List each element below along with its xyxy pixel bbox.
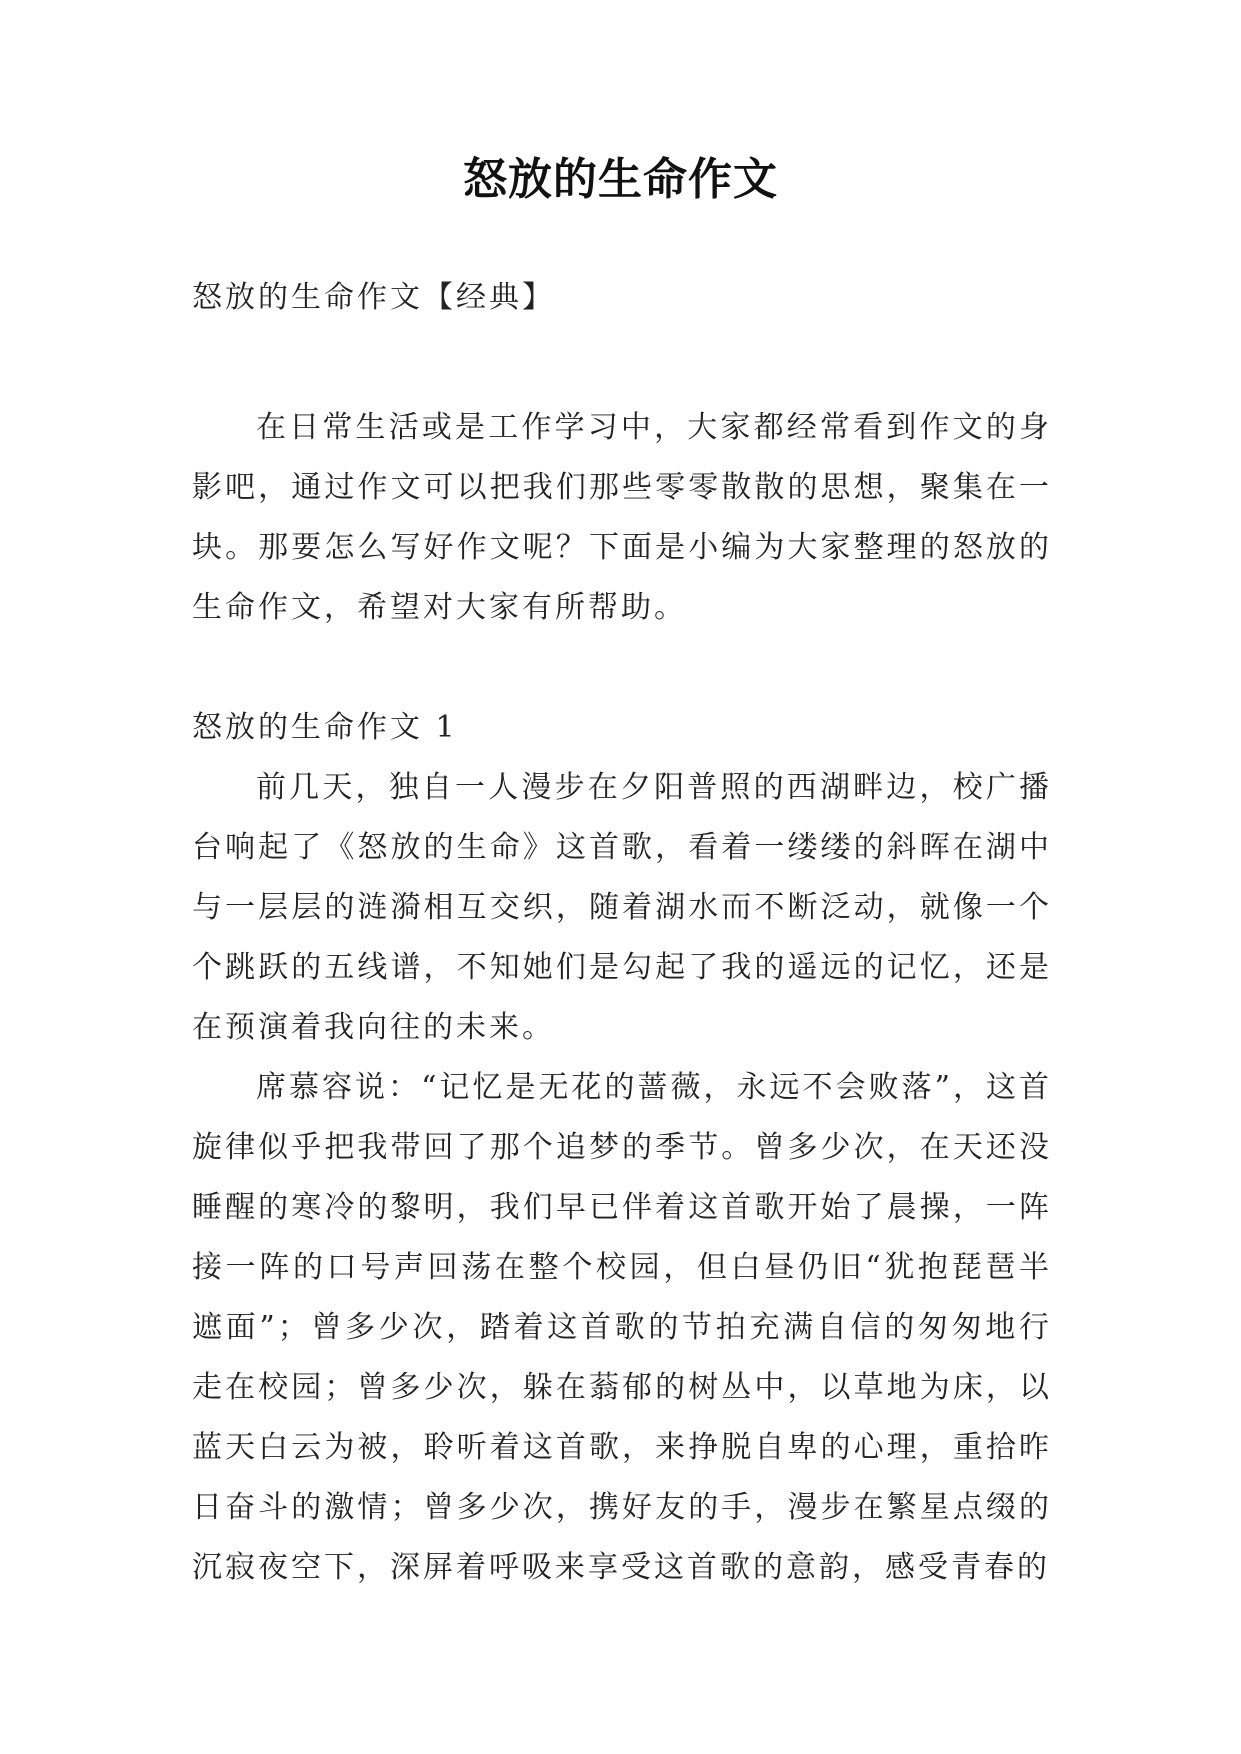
essay-paragraph-2: 席慕容说：“记忆是无花的蔷薇，永远不会败落”，这首旋律似乎把我带回了那个追梦的季节。曾多少次，在天还没睡醒的寒冷的黎明，我们早已伴着这首歌开始了晨操，一阵接一阵的口号声回荡在整个校园，但白昼仍旧“犹抱琵琶半遮面”；曾多少次，踏着这首歌的节拍充满自信的匆匆地行走在校园；曾多少次，躲在蓊郁的树丛中，以草地为床，以蓝天白云为被，聆听着这首歌，来挣脱自卑的心理，重拾昨日奋斗的激情；曾多少次，携好友的手，漫步在繁星点缀的沉寂夜空下，深屏着呼吸来享受这首歌的意韵，感受青春的	[192, 1070, 1052, 1585]
document-subtitle: 怒放的生命作文【经典】	[192, 280, 555, 315]
essay-paragraph-1: 前几天，独自一人漫步在夕阳普照的西湖畔边，校广播台响起了《怒放的生命》这首歌，看着一缕缕的斜晖在湖中与一层层的涟漪相互交织，随着湖水而不断泛动，就像一个个跳跃的五线谱，不知她们是勾起了我的遥远的记忆，还是在预演着我向往的未来。	[192, 770, 1052, 1045]
document-title: 怒放的生命作文	[463, 154, 778, 205]
essay-section-1	[192, 698, 1052, 1598]
section-heading: 怒放的生命作文 1	[192, 710, 458, 745]
intro-paragraph: 在日常生活或是工作学习中，大家都经常看到作文的身影吧，通过作文可以把我们那些零零散散的思想，聚集在一块。那要怎么写好作文呢？下面是小编为大家整理的怒放的生命作文，希望对大家有所帮助。	[192, 410, 1052, 625]
